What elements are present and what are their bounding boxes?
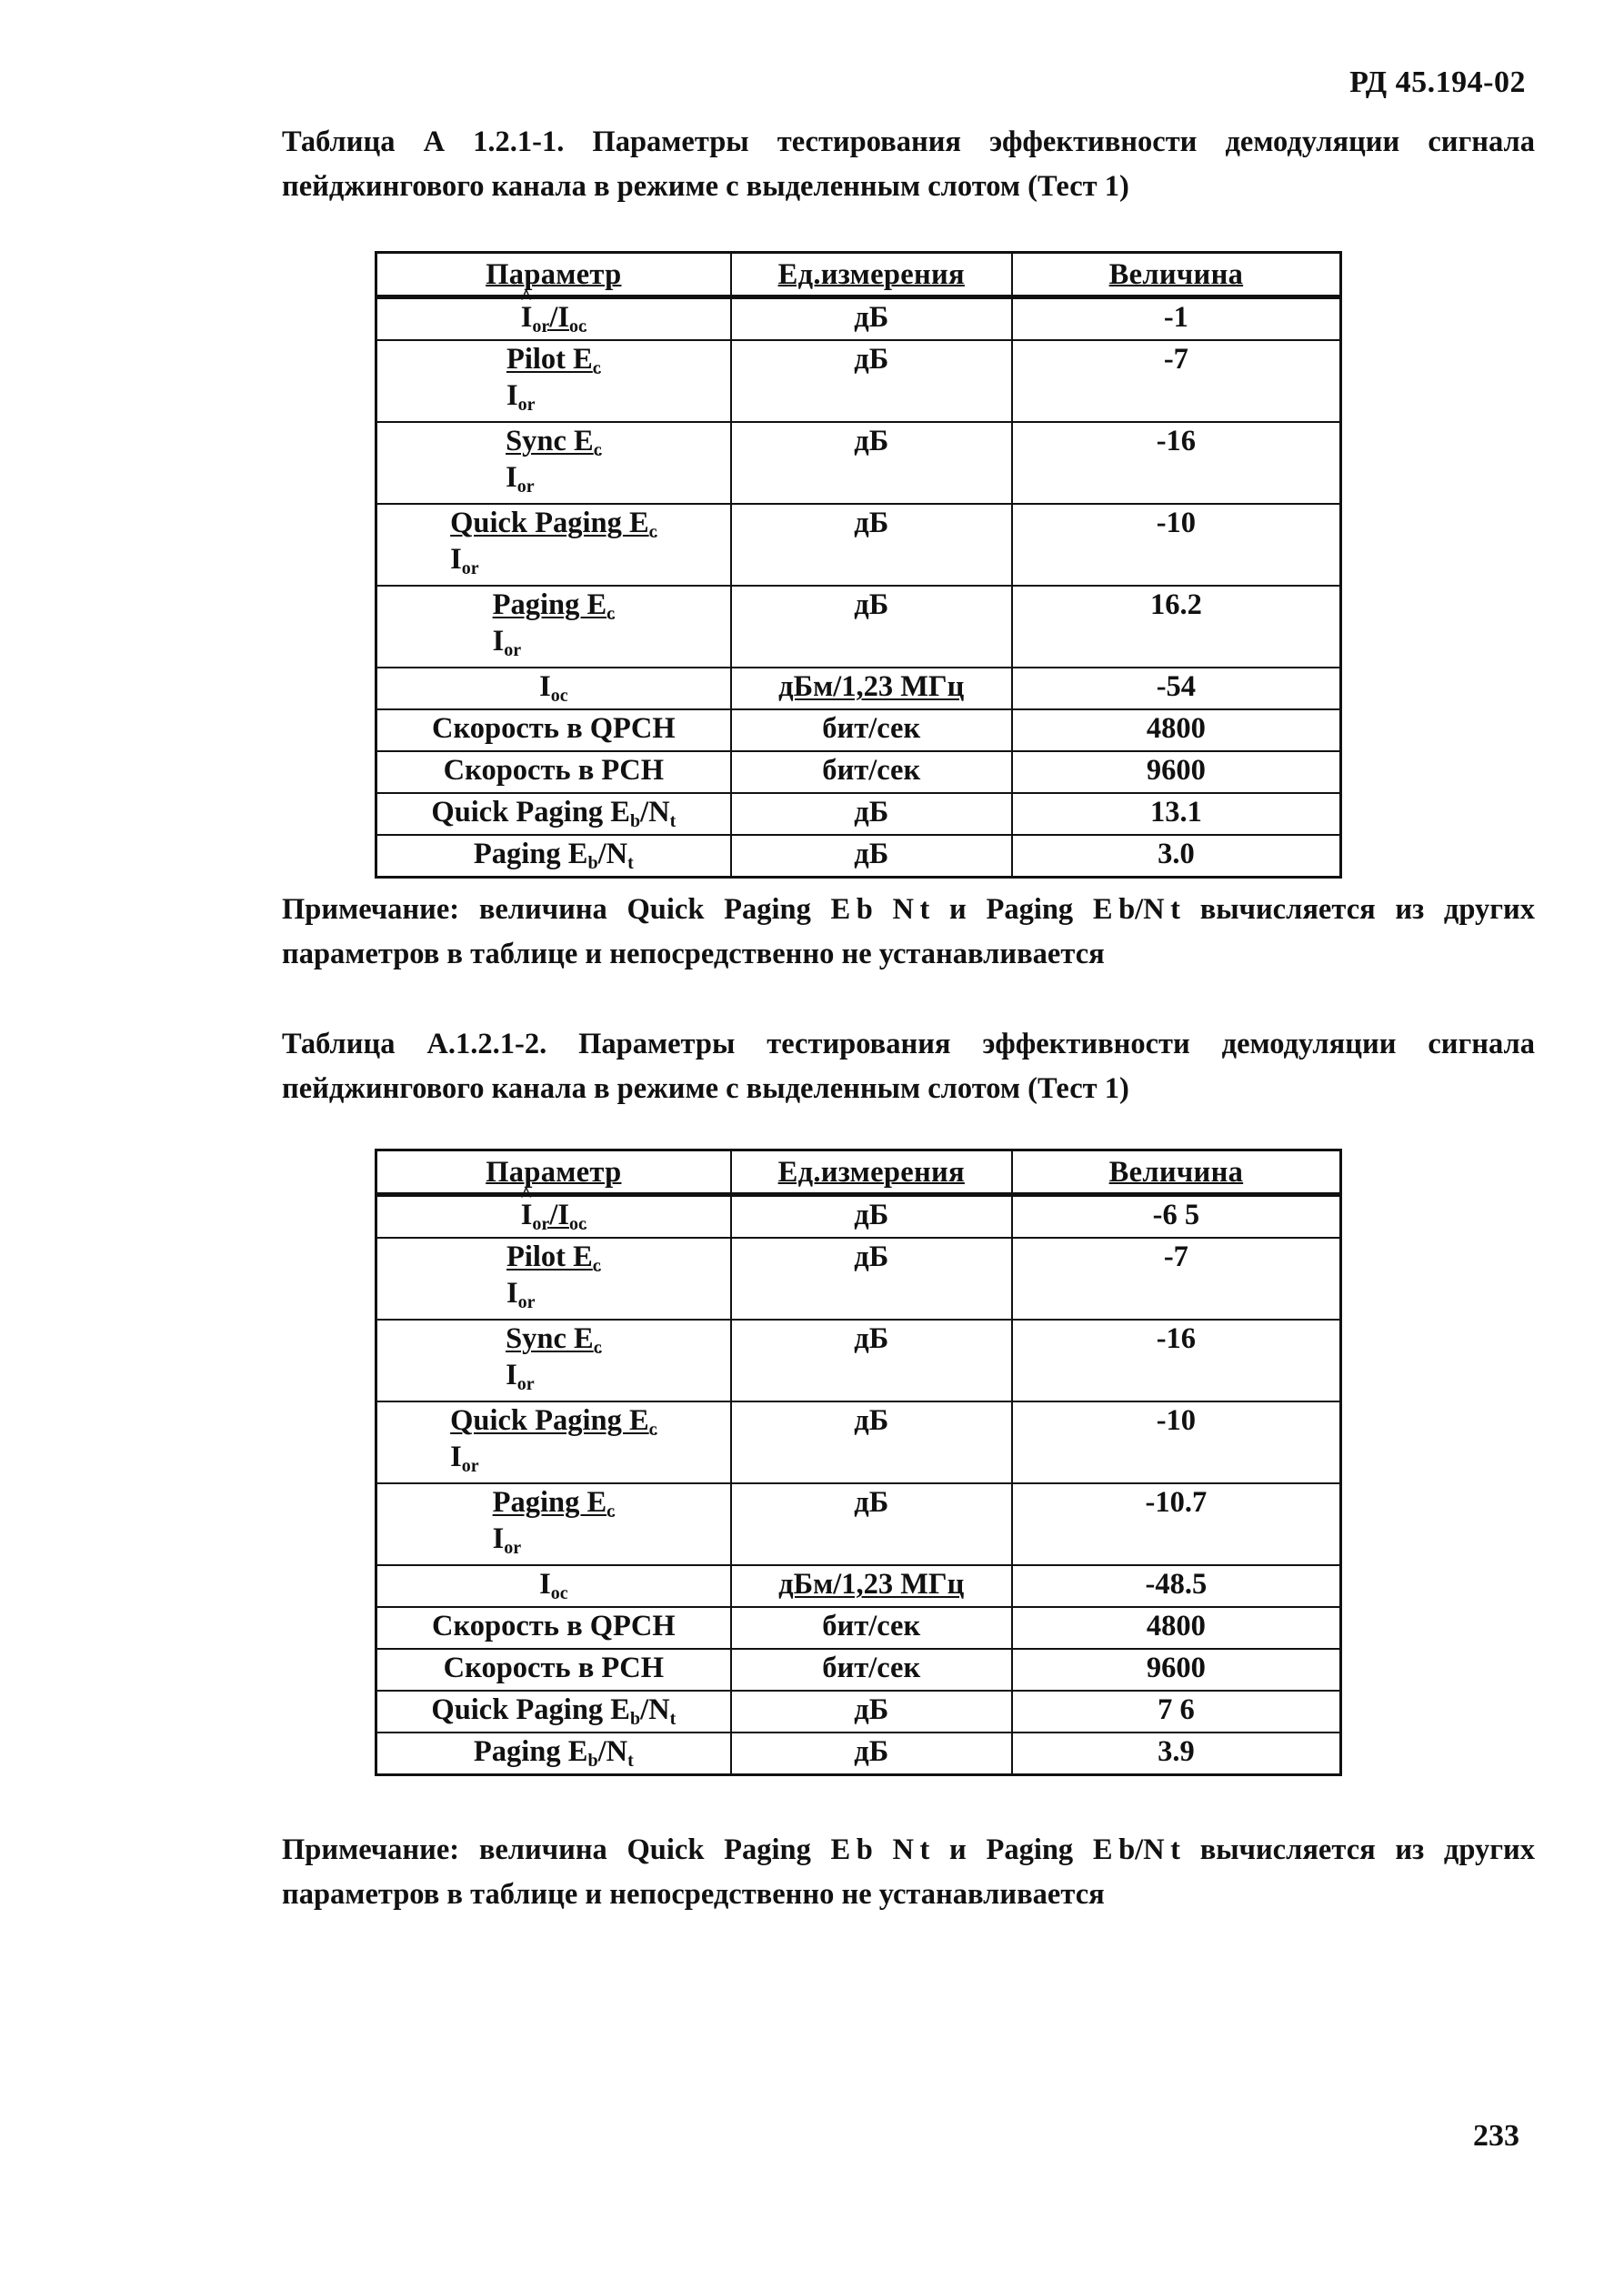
table-cell-value: 3.9 <box>1012 1733 1341 1775</box>
table-row <box>376 1607 1341 1649</box>
table2-caption: Таблица А.1.2.1-2. Параметры тестирования эффективности демодуляции сигнала пейджингового канала в режиме с выделенным слотом (Тест 1) <box>282 1028 1535 1105</box>
table-cell-param: ^ $I_{or}/I_{oc}$ <box>376 1195 731 1239</box>
table-row <box>376 668 1341 709</box>
table-cell-unit: дБ <box>731 1238 1012 1320</box>
table-row <box>376 1238 1341 1320</box>
table-cell-param: Скорость в PCH <box>376 1649 731 1691</box>
table-cell-value: -10 <box>1012 504 1341 586</box>
table-row <box>376 709 1341 751</box>
page-number: 233 <box>1473 2119 1519 2153</box>
table-cell-param: Скорость в QPCH <box>376 1607 731 1649</box>
table-cell-value: 4800 <box>1012 709 1341 751</box>
table-cell-unit: бит/сек <box>731 1607 1012 1649</box>
table2-note: Примечание: величина Quick Paging E b N t и Paging E b/N t вычисляется из других параметров в таблице и непосредственно не устанавливается <box>282 1833 1535 1911</box>
table-row <box>376 1649 1341 1691</box>
table2-header-param: Параметр <box>376 1150 731 1195</box>
table-cell-unit: дБ <box>731 835 1012 878</box>
table-row <box>376 1691 1341 1733</box>
table-cell-param: $\frac{Quick Paging E_c}{I_{or}}$ <box>376 504 731 586</box>
table-cell-param: ^ $I_{or}/I_{oc}$ <box>376 297 731 341</box>
table-cell-unit: дБ <box>731 1483 1012 1565</box>
table-cell-value: -10 <box>1012 1401 1341 1483</box>
table-cell-value: 9600 <box>1012 751 1341 793</box>
table-cell-unit: дБм/1,23 МГц <box>731 1565 1012 1607</box>
table-cell-unit: дБ <box>731 1691 1012 1733</box>
table-cell-value: -10.7 <box>1012 1483 1341 1565</box>
table-cell-unit: дБ <box>731 422 1012 504</box>
table-cell-value: -1 <box>1012 297 1341 341</box>
table-row <box>376 751 1341 793</box>
table-cell-unit: дБ <box>731 793 1012 835</box>
table-cell-value: -54 <box>1012 668 1341 709</box>
table-cell-value: 9600 <box>1012 1649 1341 1691</box>
table-cell-param: $\frac{Paging E_c}{I_{or}}$ <box>376 1483 731 1565</box>
table-cell-unit: дБ <box>731 504 1012 586</box>
table-cell-value: -16 <box>1012 1320 1341 1401</box>
table1 <box>375 251 1342 879</box>
table2 <box>375 1149 1342 1776</box>
table-row <box>376 422 1341 504</box>
table-row <box>376 1483 1341 1565</box>
table-row <box>376 1733 1341 1775</box>
table-cell-unit: бит/сек <box>731 1649 1012 1691</box>
table-row <box>376 835 1341 878</box>
table-cell-param: $\frac{Pilot E_c}{I_{or}}$ <box>376 340 731 422</box>
table-cell-unit: дБ <box>731 1401 1012 1483</box>
table-cell-unit: дБ <box>731 297 1012 341</box>
table2-header-unit: Ед.измерения <box>731 1150 1012 1195</box>
table1-header-param: Параметр <box>376 253 731 297</box>
table-row <box>376 1195 1341 1239</box>
table1-caption: Таблица А 1.2.1-1. Параметры тестирования эффективности демодуляции сигнала пейджингового канала в режиме с выделенным слотом (Тест 1) <box>282 126 1535 203</box>
table-cell-unit: дБ <box>731 1320 1012 1401</box>
table-cell-unit: дБм/1,23 МГц <box>731 668 1012 709</box>
table-row <box>376 586 1341 668</box>
table-cell-value: 16.2 <box>1012 586 1341 668</box>
table-cell-param: Paging $E_b/N_t$ <box>376 1733 731 1775</box>
table1-note: Примечание: величина Quick Paging E b N t и Paging E b/N t вычисляется из других параметров в таблице и непосредственно не устанавливается <box>282 893 1535 970</box>
table-row <box>376 504 1341 586</box>
table-cell-unit: бит/сек <box>731 751 1012 793</box>
table-row <box>376 297 1341 341</box>
table-cell-unit: дБ <box>731 586 1012 668</box>
table-row <box>376 1401 1341 1483</box>
table2-header-value: Величина <box>1012 1150 1341 1195</box>
document-code: РД 45.194-02 <box>1349 65 1526 99</box>
table-cell-value: -7 <box>1012 340 1341 422</box>
table-cell-value: 3.0 <box>1012 835 1341 878</box>
table-row <box>376 340 1341 422</box>
table-cell-param: $\frac{Pilot E_c}{I_{or}}$ <box>376 1238 731 1320</box>
table-row <box>376 793 1341 835</box>
table-cell-unit: дБ <box>731 340 1012 422</box>
table-cell-unit: дБ <box>731 1195 1012 1239</box>
table1-header-value: Величина <box>1012 253 1341 297</box>
table-cell-param: $I_{oc}$ <box>376 668 731 709</box>
table-cell-value: -16 <box>1012 422 1341 504</box>
table-cell-unit: бит/сек <box>731 709 1012 751</box>
table-cell-param: Quick Paging $E_b/N_t$ <box>376 793 731 835</box>
table-cell-param: Paging $E_b/N_t$ <box>376 835 731 878</box>
table-cell-value: -6 5 <box>1012 1195 1341 1239</box>
table-cell-value: 4800 <box>1012 1607 1341 1649</box>
table-cell-param: $\frac{Paging E_c}{I_{or}}$ <box>376 586 731 668</box>
table-cell-value: 13.1 <box>1012 793 1341 835</box>
table-cell-value: 7 6 <box>1012 1691 1341 1733</box>
table-row <box>376 1320 1341 1401</box>
table-cell-param: $\frac{Sync E_c}{I_{or}}$ <box>376 1320 731 1401</box>
table-cell-unit: дБ <box>731 1733 1012 1775</box>
table-cell-param: Скорость в QPCH <box>376 709 731 751</box>
table1-header-unit: Ед.измерения <box>731 253 1012 297</box>
table-cell-value: -48.5 <box>1012 1565 1341 1607</box>
table-cell-param: $I_{oc}$ <box>376 1565 731 1607</box>
table-cell-value: -7 <box>1012 1238 1341 1320</box>
table-cell-param: Скорость в PCH <box>376 751 731 793</box>
table-row <box>376 1565 1341 1607</box>
table-cell-param: Quick Paging $E_b/N_t$ <box>376 1691 731 1733</box>
table-cell-param: $\frac{Quick Paging E_c}{I_{or}}$ <box>376 1401 731 1483</box>
table-cell-param: $\frac{Sync E_c}{I_{or}}$ <box>376 422 731 504</box>
